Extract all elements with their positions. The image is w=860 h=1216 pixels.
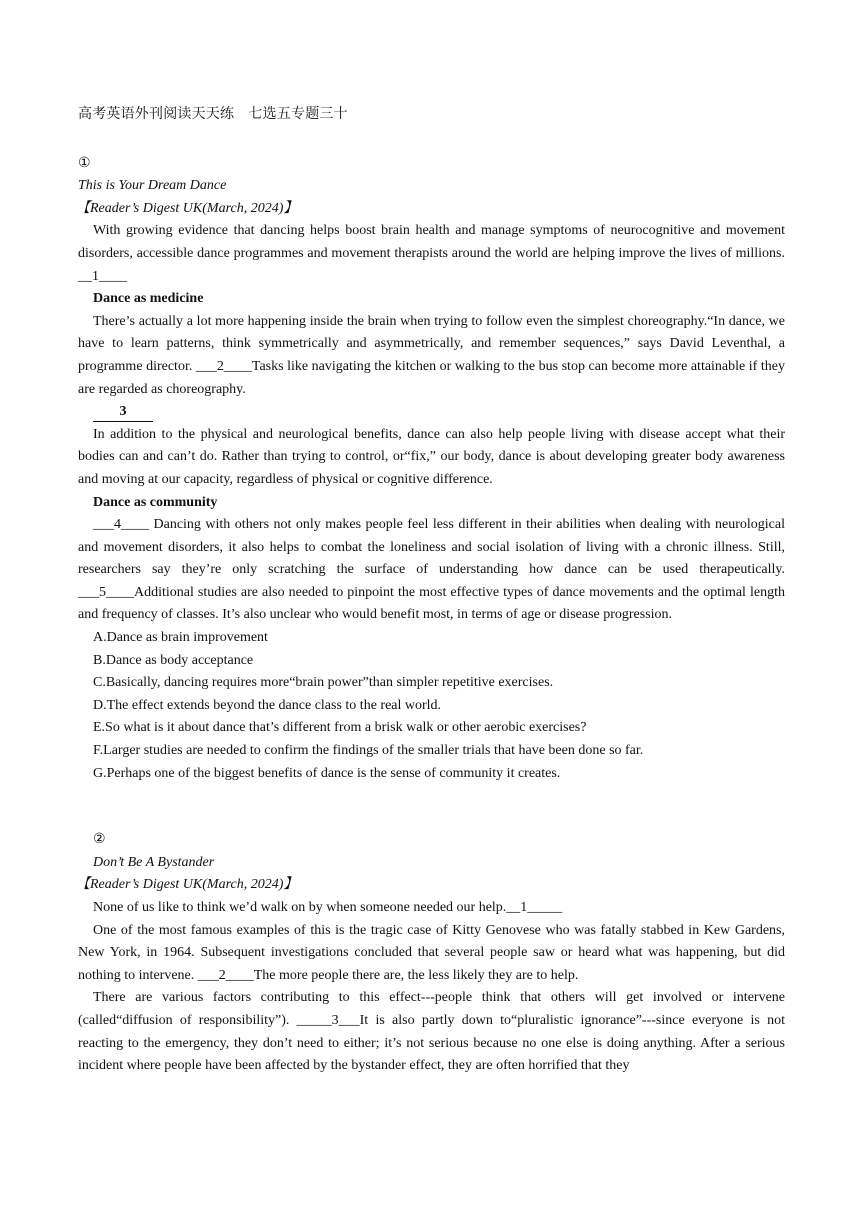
option-c: C.Basically, dancing requires more“brain power”than simpler repetitive exercises. [93,675,554,691]
passage1-heading-community: Dance as community [93,494,218,510]
passage2-paragraph-2: One of the most famous examples of this is the tragic case of Kitty Genovese who was fatally stabbed in Kew Gardens, New York, in 1964. Subsequent investigations concluded that several people saw or heard what was happening, but did nothing to intervene. ___2____The more people there are, the less likely they are to help. [78,922,785,983]
passage1-heading-medicine: Dance as medicine [93,291,204,307]
passage1-paragraph-1: With growing evidence that dancing helps boost brain health and manage symptoms of neurocognitive and movement disorders, accessible dance programmes and movement therapists around the world are helping improve the lives of millions. __1____ [78,223,785,284]
passage2-paragraph-3: There are various factors contributing to this effect---people think that others will get involved or intervene (called“diffusion of responsibility”). _____3___It is also partly down to“pluralistic ignorance”---since everyone is not reacting to the emergency, they don’t need to either; it’s not serious because no one else is doing anything. After a serious incident where people have been affected by the bystander effect, they are often horrified that they [78,990,785,1074]
passage1-source: 【Reader’s Digest UK(March, 2024)】 [76,200,298,216]
passage2-source: 【Reader’s Digest UK(March, 2024)】 [76,877,298,893]
passage2-title: Don’t Be A Bystander [93,854,215,870]
blank-3-number: 3 [93,403,153,422]
document-page [78,104,785,1078]
passage1-number: ① [78,155,91,171]
option-e: E.So what is it about dance that’s different from a brisk walk or other aerobic exercises? [93,720,587,736]
passage1-paragraph-4: ___4____ Dancing with others not only makes people feel less different in their abilities when dealing with neurological and movement disorders, it also helps to combat the loneliness and social isolation of living with a chronic illness. Still, researchers say they’re only scratching the surface of understanding how dance can be used therapeutically. ___5____Additional studies are also needed to pinpoint the most effective types of dance movements and the optimal length and frequency of classes. It’s also unclear who would benefit most, in terms of age or disease progression. [78,517,785,623]
option-f: F.Larger studies are needed to confirm the findings of the smaller trials that have been done so far. [93,743,644,759]
passage1-blank-3 [93,401,785,424]
passage2-paragraph-1: None of us like to think we’d walk on by when someone needed our help.__1_____ [93,900,563,915]
passage1-paragraph-3: In addition to the physical and neurological benefits, dance can also help people living with disease accept what their bodies can and can’t do. Rather than trying to control, or“fix,” our body, dance is about developing greater body awareness and moving at our capacity, regardless of physical or cognitive difference. [78,426,785,487]
passage1-title: This is Your Dream Dance [78,178,227,194]
option-g: G.Perhaps one of the biggest benefits of dance is the sense of community it creates. [93,765,561,781]
option-b: B.Dance as body acceptance [93,652,254,668]
section-gap [78,785,785,829]
passage2-number: ② [93,832,106,848]
passage1-paragraph-2: There’s actually a lot more happening inside the brain when trying to follow even the simplest choreography.“In dance, we have to learn patterns, think symmetrically and asymmetrically, and remember sequences,” says David Leventhal, a programme director. ___2____Tasks like navigating the kitchen or walking to the bus stop can become more attainable if they are regarded as choreography. [78,313,785,397]
page-header: 高考英语外刊阅读天天练 七选五专题三十 [78,107,348,122]
option-d: D.The effect extends beyond the dance class to the real world. [93,697,442,713]
option-a: A.Dance as brain improvement [93,630,268,646]
